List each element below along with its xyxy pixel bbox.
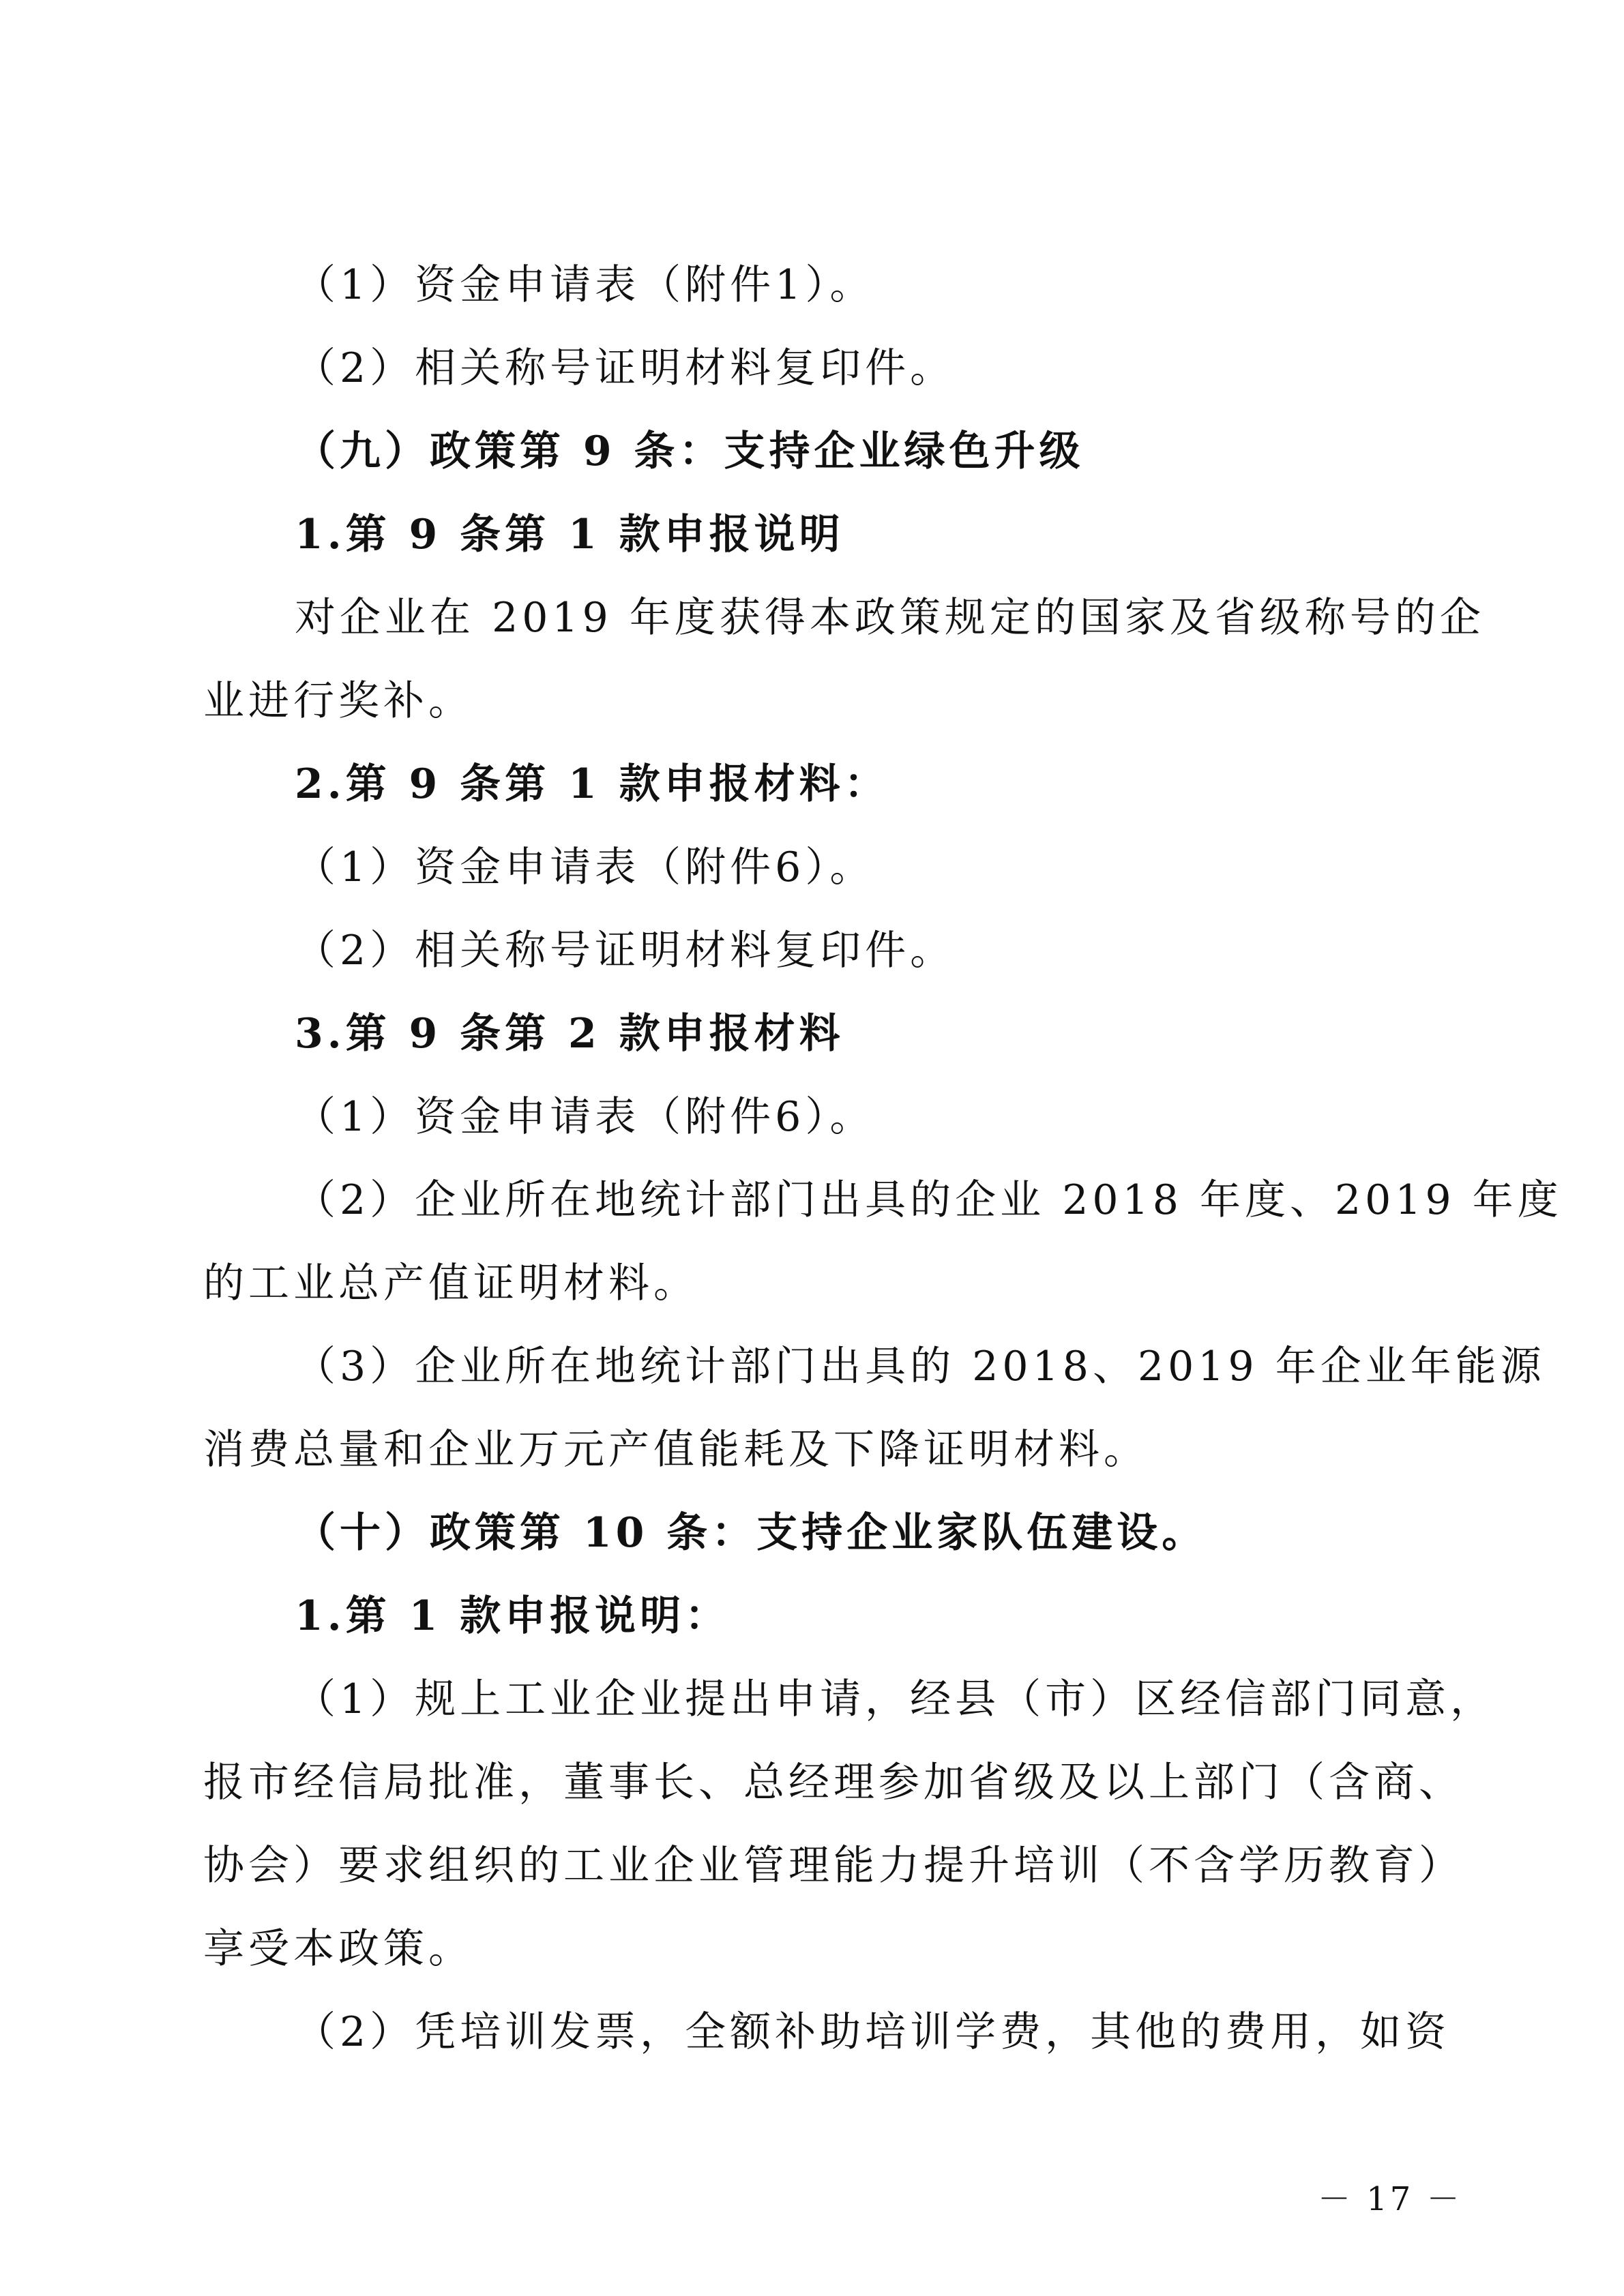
item-9-1-certificate: （2）相关称号证明材料复印件。 <box>295 927 956 974</box>
item-9-2-output-line-2: 的工业总产值证明材料。 <box>203 1259 698 1307</box>
item-9-1-form: （1）资金申请表（附件6）。 <box>295 844 875 891</box>
subheading-9-1-description: 1.第 9 条第 1 款申报说明 <box>295 511 844 558</box>
section-heading-9: （九）政策第 9 条：支持企业绿色升级 <box>295 428 1084 475</box>
item-10-1-line-4: 享受本政策。 <box>203 1925 473 1973</box>
paragraph-9-1-line-1: 对企业在 2019 年度获得本政策规定的国家及省级称号的企 <box>295 594 1485 642</box>
subheading-9-2-materials: 3.第 9 条第 2 款申报材料 <box>295 1010 844 1058</box>
item-9-2-output-line-1: （2）企业所在地统计部门出具的企业 2018 年度、2019 年度 <box>295 1176 1563 1224</box>
item-1-application-form: （1）资金申请表（附件1）。 <box>295 261 875 309</box>
item-2-certificate-copies: （2）相关称号证明材料复印件。 <box>295 344 956 392</box>
item-10-1-line-2: 报市经信局批准，董事长、总经理参加省级及以上部门（含商、 <box>203 1759 1464 1806</box>
item-10-1-line-3: 协会）要求组织的工业企业管理能力提升培训（不含学历教育） <box>203 1842 1464 1890</box>
item-9-2-form: （1）资金申请表（附件6）。 <box>295 1093 875 1141</box>
item-9-2-energy-line-2: 消费总量和企业万元产值能耗及下降证明材料。 <box>203 1426 1149 1474</box>
subheading-9-1-materials: 2.第 9 条第 1 款申报材料： <box>295 760 889 808</box>
item-10-1-line-1: （1）规上工业企业提出申请，经县（市）区经信部门同意， <box>295 1675 1496 1723</box>
paragraph-9-1-line-2: 业进行奖补。 <box>203 677 473 725</box>
item-9-2-energy-line-1: （3）企业所在地统计部门出具的 2018、2019 年企业年能源 <box>295 1343 1546 1390</box>
section-heading-10: （十）政策第 10 条：支持企业家队伍建设。 <box>295 1509 1207 1557</box>
subheading-10-1-description: 1.第 1 款申报说明： <box>295 1592 730 1640</box>
item-10-2-line-1: （2）凭培训发票，全额补助培训学费，其他的费用，如资 <box>295 2008 1451 2056</box>
page-number: － 17 － <box>1318 2180 1462 2218</box>
